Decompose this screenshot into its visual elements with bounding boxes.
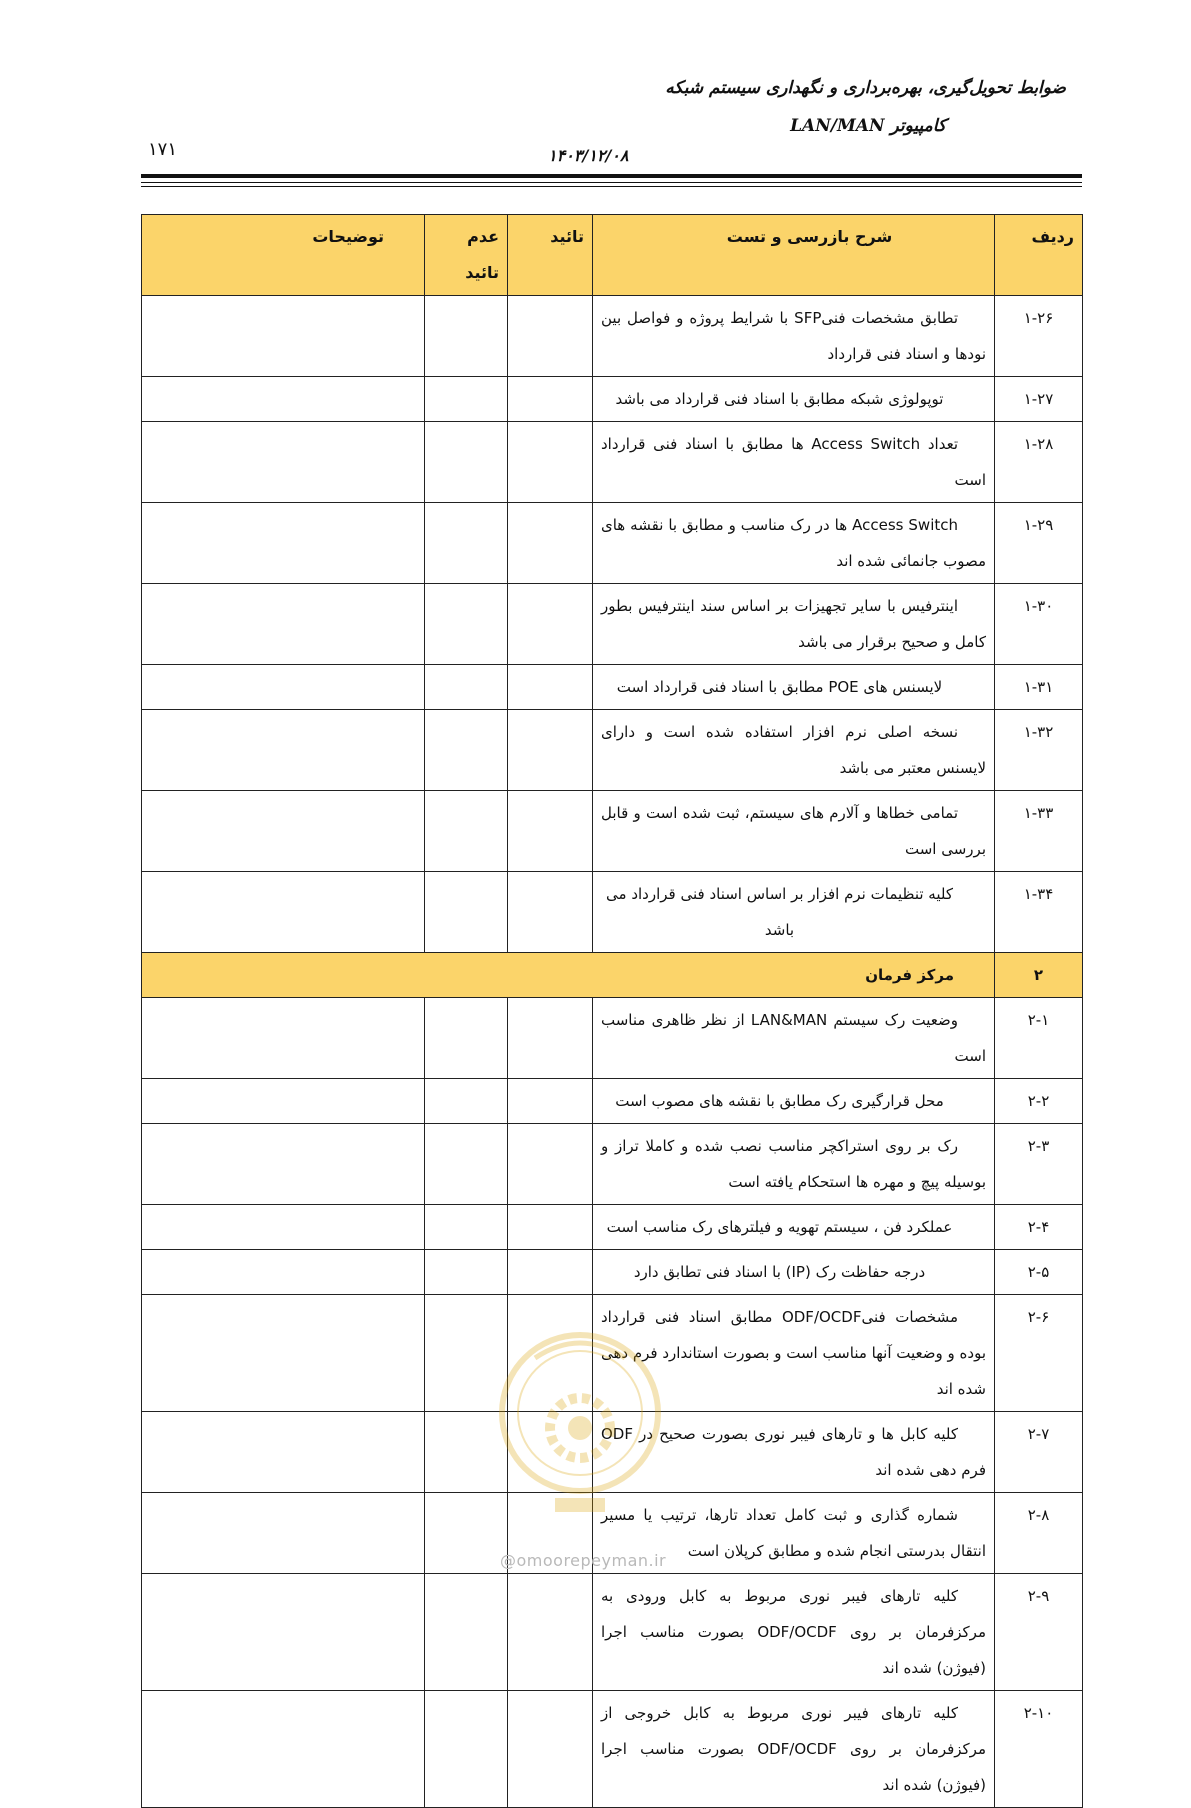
reject-cell[interactable] xyxy=(425,377,508,422)
row-number: ۲-۳ xyxy=(995,1124,1083,1205)
table-row xyxy=(142,665,1083,710)
row-description-text: نسخه اصلی نرم افزار استفاده شده است و دارای لایسنس معتبر می باشد xyxy=(601,723,986,777)
approve-cell[interactable] xyxy=(508,584,593,665)
document-date: ۱۴۰۳/۱۲/۰۸ xyxy=(548,146,629,165)
row-number: ۱-۳۴ xyxy=(995,872,1083,953)
table-row xyxy=(142,710,1083,791)
row-number: ۲-۵ xyxy=(995,1250,1083,1295)
reject-cell[interactable] xyxy=(425,296,508,377)
column-header-approve: تائید xyxy=(508,215,593,296)
table-row xyxy=(142,1250,1083,1295)
row-description-text: تطابق مشخصات فنیSFP با شرایط پروژه و فواصل بین نودها و اسناد فنی قرارداد xyxy=(601,309,986,363)
reject-cell[interactable] xyxy=(425,1124,508,1205)
row-description xyxy=(593,1079,995,1124)
table-row xyxy=(142,1574,1083,1691)
row-description-text: شماره گذاری و ثبت کامل تعداد تارها، ترتیب یا مسیر انتقال بدرستی انجام شده و مطابق کرپلان است xyxy=(601,1506,986,1560)
approve-cell[interactable] xyxy=(508,872,593,953)
document-title: ضوابط تحویل‌گیری، بهره‌برداری و نگهداری سیستم شبکه xyxy=(665,78,1066,98)
row-number: ۱-۲۸ xyxy=(995,422,1083,503)
row-description xyxy=(593,377,995,422)
row-description-text: تمامی خطاها و آلارم های سیستم، ثبت شده است و قابل بررسی است xyxy=(601,804,986,858)
row-description xyxy=(593,1574,995,1691)
row-description xyxy=(593,1205,995,1250)
section-header-row xyxy=(142,953,1083,998)
row-number: ۲-۶ xyxy=(995,1295,1083,1412)
table-row xyxy=(142,422,1083,503)
notes-cell[interactable] xyxy=(142,1412,425,1493)
seal-emblem-icon xyxy=(495,1318,665,1528)
row-number: ۱-۳۰ xyxy=(995,584,1083,665)
row-description xyxy=(593,872,995,953)
row-description-text: توپولوژی شبکه مطابق با اسناد فنی قرارداد می باشد xyxy=(615,390,944,408)
table-row xyxy=(142,296,1083,377)
page-number: ۱۷۱ xyxy=(148,139,178,160)
approve-cell[interactable] xyxy=(508,503,593,584)
table-row xyxy=(142,872,1083,953)
row-description-text: عملکرد فن ، سیستم تهویه و فیلترهای رک مناسب است xyxy=(606,1218,953,1236)
row-number: ۲-۴ xyxy=(995,1205,1083,1250)
row-number: ۱-۲۹ xyxy=(995,503,1083,584)
approve-cell[interactable] xyxy=(508,422,593,503)
row-number: ۱-۳۳ xyxy=(995,791,1083,872)
row-description-text: رک بر روی استراکچر مناسب نصب شده و کاملا تراز و بوسیله پیچ و مهره ها استحکام یافته است xyxy=(601,1137,986,1191)
notes-cell[interactable] xyxy=(142,1124,425,1205)
column-header-notes: توضیحات xyxy=(142,215,425,296)
row-description xyxy=(593,1691,995,1808)
row-description-text: تعداد Access Switch ها مطابق با اسناد فنی قرارداد است xyxy=(601,435,986,489)
row-description xyxy=(593,1124,995,1205)
row-description-text: وضعیت رک سیستم LAN&MAN از نظر ظاهری مناسب است xyxy=(601,1011,986,1065)
header-rule-thin-2 xyxy=(141,186,1082,187)
column-header-description: شرح بازرسی و تست xyxy=(593,215,995,296)
row-description-text: اینترفیس با سایر تجهیزات بر اساس سند اینترفیس بطور کامل و صحیح برقرار می باشد xyxy=(601,597,986,651)
reject-cell[interactable] xyxy=(425,665,508,710)
row-description-text: درجه حفاظت رک (IP) با اسناد فنی تطابق دارد xyxy=(633,1263,926,1281)
column-header-row-number: ردیف xyxy=(995,215,1083,296)
section-title: مرکز فرمان xyxy=(142,953,995,998)
row-number: ۲-۸ xyxy=(995,1493,1083,1574)
reject-cell[interactable] xyxy=(425,1574,508,1691)
section-number: ۲ xyxy=(995,953,1083,998)
row-description-text: Access Switch ها در رک مناسب و مطابق با نقشه های مصوب جانمائی شده اند xyxy=(601,516,986,570)
table-body-section-1 xyxy=(142,296,1083,953)
column-header-reject: عدم تائید xyxy=(425,215,508,296)
table-row xyxy=(142,584,1083,665)
approve-cell[interactable] xyxy=(508,1079,593,1124)
notes-cell[interactable] xyxy=(142,296,425,377)
reject-cell[interactable] xyxy=(425,1079,508,1124)
row-description-text: کلیه تنظیمات نرم افزار بر اساس اسناد فنی قرارداد می باشد xyxy=(606,885,953,939)
table-row xyxy=(142,998,1083,1079)
row-description xyxy=(593,665,995,710)
reject-cell[interactable] xyxy=(425,710,508,791)
row-number: ۲-۱۰ xyxy=(995,1691,1083,1808)
watermark-text: @omoorepeyman.ir xyxy=(500,1551,667,1570)
row-description xyxy=(593,1250,995,1295)
reject-cell[interactable] xyxy=(425,872,508,953)
notes-cell[interactable] xyxy=(142,422,425,503)
table-row xyxy=(142,377,1083,422)
reject-cell[interactable] xyxy=(425,998,508,1079)
table-row xyxy=(142,1079,1083,1124)
notes-cell[interactable] xyxy=(142,872,425,953)
table-row xyxy=(142,1205,1083,1250)
approve-cell[interactable] xyxy=(508,1205,593,1250)
table-row xyxy=(142,791,1083,872)
approve-cell[interactable] xyxy=(508,1124,593,1205)
row-description-text: مشخصات فنیODF/OCDF مطابق اسناد فنی قرارداد بوده و وضعیت آنها مناسب است و بصورت استاندارد فرم دهی شده اند xyxy=(601,1308,986,1398)
table-row xyxy=(142,1124,1083,1205)
row-description-text: لایسنس های POE مطابق با اسناد فنی قرارداد است xyxy=(616,678,943,696)
row-description xyxy=(593,296,995,377)
table-row xyxy=(142,1691,1083,1808)
notes-cell[interactable] xyxy=(142,1250,425,1295)
reject-cell[interactable] xyxy=(425,584,508,665)
row-number: ۱-۲۷ xyxy=(995,377,1083,422)
approve-cell[interactable] xyxy=(508,1250,593,1295)
approve-cell[interactable] xyxy=(508,710,593,791)
notes-cell[interactable] xyxy=(142,1574,425,1691)
approve-cell[interactable] xyxy=(508,1691,593,1808)
approve-cell[interactable] xyxy=(508,1574,593,1691)
row-description-text: محل قرارگیری رک مطابق با نقشه های مصوب است xyxy=(615,1092,944,1110)
row-number: ۲-۷ xyxy=(995,1412,1083,1493)
notes-cell[interactable] xyxy=(142,710,425,791)
row-number: ۱-۲۶ xyxy=(995,296,1083,377)
reject-cell[interactable] xyxy=(425,1691,508,1808)
row-number: ۲-۹ xyxy=(995,1574,1083,1691)
row-description xyxy=(593,710,995,791)
row-description xyxy=(593,791,995,872)
notes-cell[interactable] xyxy=(142,1493,425,1574)
notes-cell[interactable] xyxy=(142,1079,425,1124)
row-description xyxy=(593,584,995,665)
row-description-text: کلیه کابل ها و تارهای فیبر نوری بصورت صحیح در ODF فرم دهی شده اند xyxy=(601,1425,986,1479)
approve-cell[interactable] xyxy=(508,998,593,1079)
row-number: ۱-۳۱ xyxy=(995,665,1083,710)
notes-cell[interactable] xyxy=(142,1691,425,1808)
table-header-row xyxy=(142,215,1083,296)
notes-cell[interactable] xyxy=(142,665,425,710)
reject-cell[interactable] xyxy=(425,503,508,584)
reject-cell[interactable] xyxy=(425,1205,508,1250)
notes-cell[interactable] xyxy=(142,791,425,872)
row-number: ۲-۱ xyxy=(995,998,1083,1079)
row-description-text: کلیه تارهای فیبر نوری مربوط به کابل خروجی از مرکزفرمان بر روی ODF/OCDF بصورت مناسب اجرا (فیوژن) شده اند xyxy=(601,1704,986,1794)
reject-cell[interactable] xyxy=(425,1250,508,1295)
reject-cell[interactable] xyxy=(425,791,508,872)
table-row xyxy=(142,503,1083,584)
notes-cell[interactable] xyxy=(142,1205,425,1250)
header-rule-thin xyxy=(141,182,1082,183)
notes-cell[interactable] xyxy=(142,1295,425,1412)
document-subtitle: کامپیوتر LAN/MAN xyxy=(790,116,946,136)
notes-cell[interactable] xyxy=(142,377,425,422)
approve-cell[interactable] xyxy=(508,377,593,422)
notes-cell[interactable] xyxy=(142,998,425,1079)
approve-cell[interactable] xyxy=(508,296,593,377)
notes-cell[interactable] xyxy=(142,503,425,584)
row-description xyxy=(593,998,995,1079)
row-number: ۱-۳۲ xyxy=(995,710,1083,791)
reject-cell[interactable] xyxy=(425,422,508,503)
header-rule-thick xyxy=(141,174,1082,178)
approve-cell[interactable] xyxy=(508,791,593,872)
row-number: ۲-۲ xyxy=(995,1079,1083,1124)
notes-cell[interactable] xyxy=(142,584,425,665)
row-description xyxy=(593,422,995,503)
row-description xyxy=(593,503,995,584)
row-description-text: کلیه تارهای فیبر نوری مربوط به کابل ورودی به مرکزفرمان بر روی ODF/OCDF بصورت مناسب اجرا (فیوژن) شده اند xyxy=(601,1587,986,1677)
approve-cell[interactable] xyxy=(508,665,593,710)
